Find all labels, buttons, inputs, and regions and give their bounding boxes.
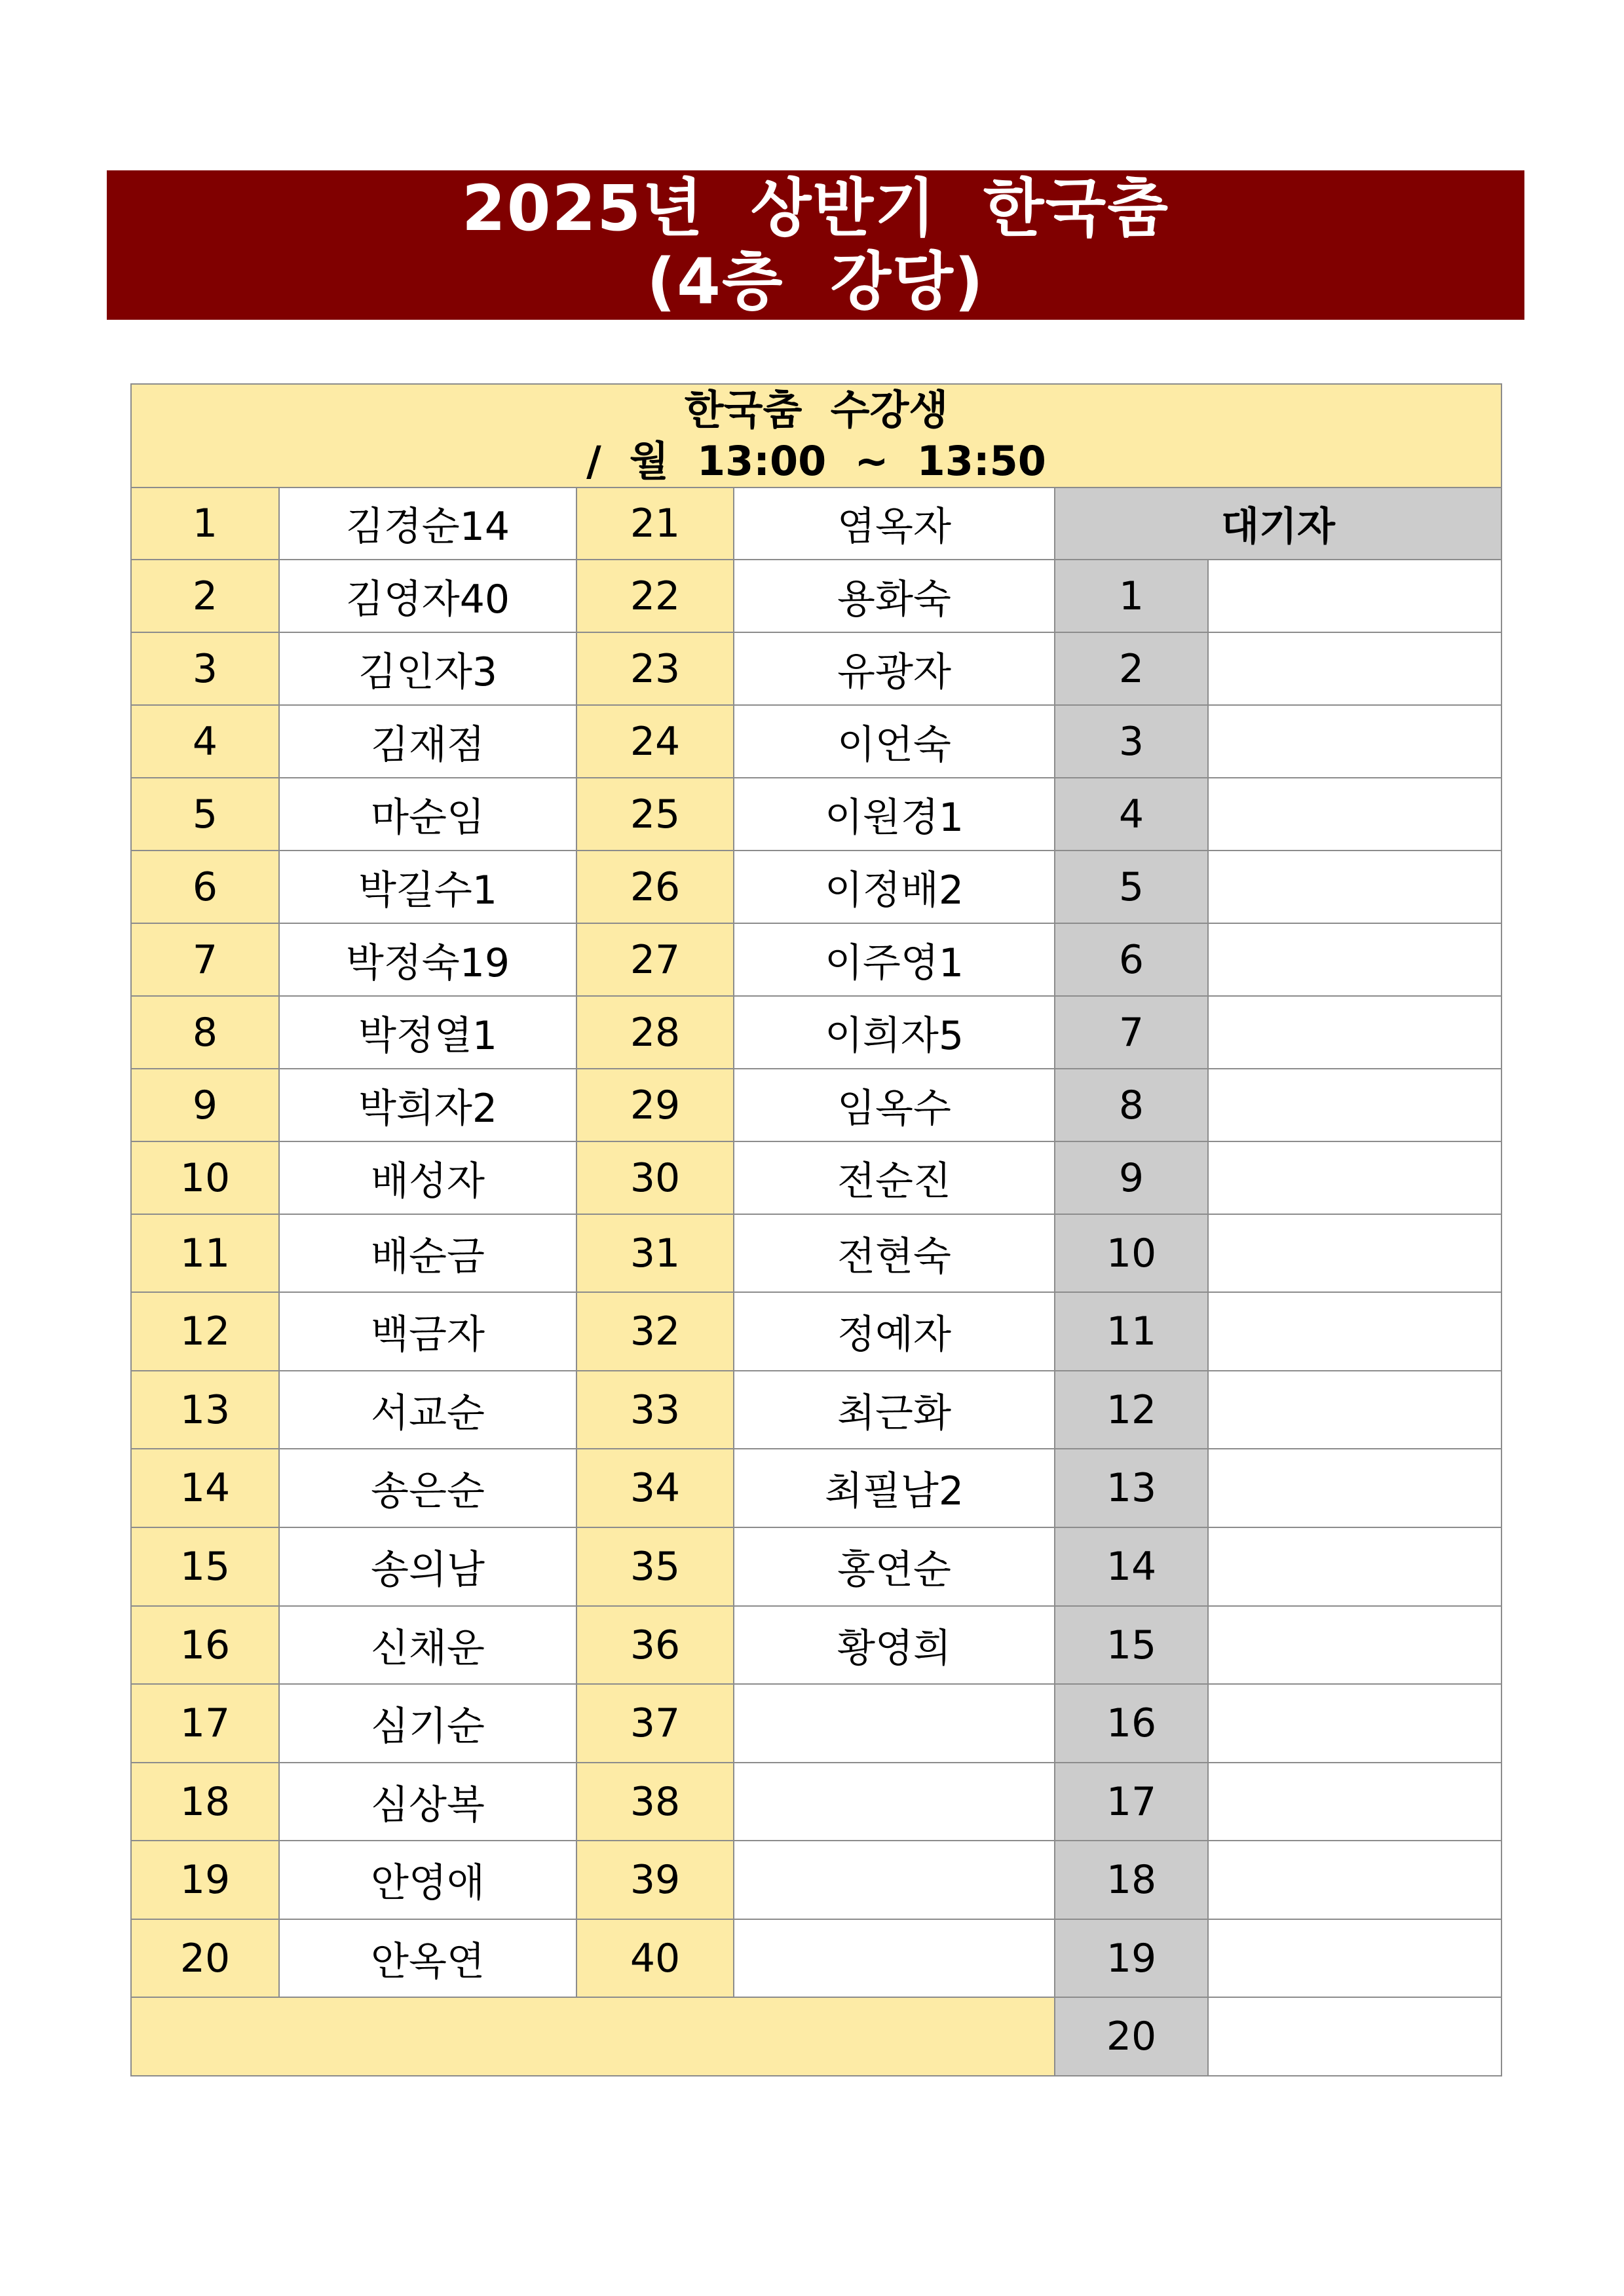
student-name: 정예자 [734,1292,1055,1371]
student-name: 박정열1 [279,996,576,1069]
student-name: 박길수1 [279,851,576,923]
table-row [131,560,1501,632]
student-name: 용화숙 [734,560,1055,632]
student-name: 염옥자 [734,488,1055,560]
student-name: 최근화 [734,1371,1055,1449]
student-number: 18 [131,1763,279,1841]
waitlist-name [1208,1292,1501,1371]
waitlist-name [1208,1684,1501,1763]
student-name: 안옥연 [279,1919,576,1997]
waitlist-number: 6 [1055,923,1208,996]
waitlist-name [1208,1214,1501,1292]
page-title-banner [107,170,1524,320]
student-name [734,1684,1055,1763]
student-number: 33 [576,1371,734,1449]
student-name: 박희자2 [279,1069,576,1141]
waitlist-number: 8 [1055,1069,1208,1141]
student-name: 황영희 [734,1606,1055,1684]
student-number: 14 [131,1449,279,1527]
student-number: 19 [131,1841,279,1919]
student-name: 유광자 [734,632,1055,705]
student-number: 8 [131,996,279,1069]
student-number: 28 [576,996,734,1069]
student-name: 백금자 [279,1292,576,1371]
waitlist-number: 4 [1055,778,1208,851]
student-name: 심상복 [279,1763,576,1841]
student-number: 37 [576,1684,734,1763]
table-row [131,996,1501,1069]
student-number: 5 [131,778,279,851]
waitlist-name [1208,778,1501,851]
student-name: 전현숙 [734,1214,1055,1292]
waitlist-number: 9 [1055,1141,1208,1214]
student-number: 16 [131,1606,279,1684]
waitlist-name [1208,705,1501,778]
waitlist-name [1208,851,1501,923]
waitlist-number: 12 [1055,1371,1208,1449]
student-number: 6 [131,851,279,923]
student-name: 이주영1 [734,923,1055,996]
student-number: 17 [131,1684,279,1763]
table-row [131,1684,1501,1763]
student-name: 배순금 [279,1214,576,1292]
waitlist-number: 20 [1055,1997,1208,2076]
student-name: 송은순 [279,1449,576,1527]
table-row [131,1371,1501,1449]
table-row [131,632,1501,705]
student-name: 마순임 [279,778,576,851]
student-number: 21 [576,488,734,560]
student-number: 38 [576,1763,734,1841]
waitlist-number: 17 [1055,1763,1208,1841]
student-name: 이언숙 [734,705,1055,778]
student-name: 이원경1 [734,778,1055,851]
waitlist-name [1208,1371,1501,1449]
student-name: 김인자3 [279,632,576,705]
student-name: 박정숙19 [279,923,576,996]
student-number: 9 [131,1069,279,1141]
student-number: 35 [576,1527,734,1606]
waitlist-number: 16 [1055,1684,1208,1763]
student-number: 20 [131,1919,279,1997]
table-header [131,384,1501,488]
student-number: 1 [131,488,279,560]
waitlist-name [1208,560,1501,632]
student-name: 배성자 [279,1141,576,1214]
student-name: 이희자5 [734,996,1055,1069]
student-name: 심기순 [279,1684,576,1763]
student-number: 31 [576,1214,734,1292]
student-number: 13 [131,1371,279,1449]
student-name: 서교순 [279,1371,576,1449]
student-number: 27 [576,923,734,996]
student-number: 34 [576,1449,734,1527]
waitlist-name [1208,1141,1501,1214]
waitlist-number: 1 [1055,560,1208,632]
student-name: 안영애 [279,1841,576,1919]
waitlist-name [1208,1841,1501,1919]
table-row [131,923,1501,996]
waitlist-number: 7 [1055,996,1208,1069]
waitlist-number: 15 [1055,1606,1208,1684]
waitlist-number: 13 [1055,1449,1208,1527]
table-row [131,778,1501,851]
student-number: 11 [131,1214,279,1292]
student-number: 2 [131,560,279,632]
table-row [131,851,1501,923]
table-row [131,1841,1501,1919]
waitlist-number: 10 [1055,1214,1208,1292]
student-number: 40 [576,1919,734,1997]
waitlist-number: 2 [1055,632,1208,705]
table-header-title: 한국춤 수강생 [684,386,949,434]
student-name: 김영자40 [279,560,576,632]
waitlist-name [1208,1449,1501,1527]
student-number: 3 [131,632,279,705]
student-name: 이정배2 [734,851,1055,923]
table-row [131,1997,1501,2076]
student-name [734,1919,1055,1997]
table-header-schedule: / 월 13:00 ~ 13:50 [586,437,1046,485]
table-row [131,1141,1501,1214]
student-name: 홍연순 [734,1527,1055,1606]
waitlist-number: 19 [1055,1919,1208,1997]
table-row [131,1214,1501,1292]
waitlist-name [1208,1763,1501,1841]
waitlist-number: 5 [1055,851,1208,923]
table-row [131,488,1501,560]
student-name: 전순진 [734,1141,1055,1214]
page-title: 2025년 상반기 한국춤 [461,172,1170,245]
student-number: 32 [576,1292,734,1371]
table-row [131,1292,1501,1371]
student-number: 25 [576,778,734,851]
waitlist-name [1208,1527,1501,1606]
waitlist-number: 18 [1055,1841,1208,1919]
waitlist-name [1208,632,1501,705]
student-name [734,1841,1055,1919]
waitlist-name [1208,1997,1501,2076]
student-name: 임옥수 [734,1069,1055,1141]
student-name: 송의남 [279,1527,576,1606]
page-subtitle: (4층 강당) [647,245,985,318]
waitlist-name [1208,996,1501,1069]
student-number: 4 [131,705,279,778]
student-name: 신채운 [279,1606,576,1684]
student-number: 15 [131,1527,279,1606]
waitlist-number: 14 [1055,1527,1208,1606]
waitlist-name [1208,1606,1501,1684]
table-footer-blank [131,1997,1055,2076]
table-row [131,1919,1501,1997]
table-row [131,1527,1501,1606]
waitlist-header: 대기자 [1055,488,1501,560]
student-number: 29 [576,1069,734,1141]
waitlist-name [1208,1919,1501,1997]
student-name [734,1763,1055,1841]
student-number: 24 [576,705,734,778]
table-row [131,1069,1501,1141]
table-row [131,705,1501,778]
student-number: 26 [576,851,734,923]
student-number: 7 [131,923,279,996]
waitlist-number: 3 [1055,705,1208,778]
student-name: 최필남2 [734,1449,1055,1527]
student-number: 22 [576,560,734,632]
student-number: 10 [131,1141,279,1214]
waitlist-name [1208,1069,1501,1141]
waitlist-name [1208,923,1501,996]
student-number: 30 [576,1141,734,1214]
table-row [131,1763,1501,1841]
student-number: 36 [576,1606,734,1684]
student-number: 39 [576,1841,734,1919]
student-name: 김재점 [279,705,576,778]
table-row [131,1449,1501,1527]
student-number: 23 [576,632,734,705]
student-roster-table [130,383,1502,2076]
waitlist-number: 11 [1055,1292,1208,1371]
student-number: 12 [131,1292,279,1371]
table-row [131,1606,1501,1684]
student-name: 김경순14 [279,488,576,560]
